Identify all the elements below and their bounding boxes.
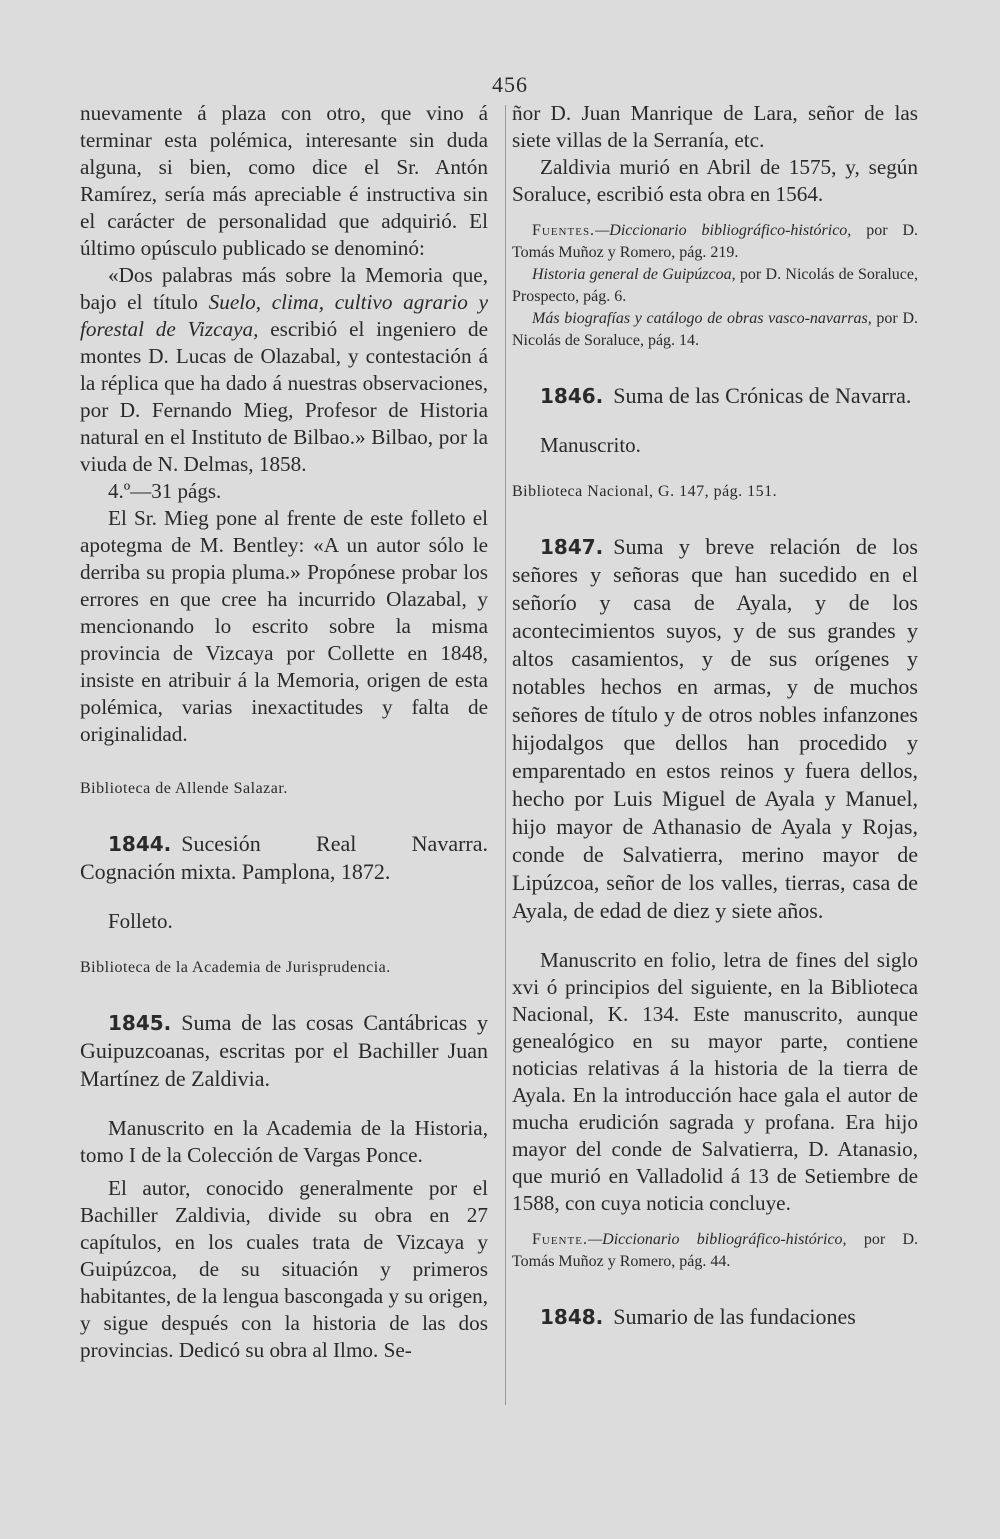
entry-1845-description: El autor, conocido generalmente por el Bachiller Zaldivia, divide su obra en 27 capítulos, en los cuales trata de Vizcaya y Guipúzcoa, de su situación y primeros habitantes, de la lengua bascongada y su origen, y sigue después con la historia de las dos provincias. Dedicó su obra al Ilmo. Se- [80, 1176, 488, 1362]
fuente-note [512, 1229, 918, 1273]
fuentes-2-title: Historia general de Guipúzcoa, [532, 266, 736, 283]
fuentes-1-title: —Diccionario bibliográfico-histórico, [595, 222, 852, 239]
entry-1848-heading [512, 1303, 918, 1331]
quoted-title-part-b: escribió el ingeniero de montes D. Lucas de Olazabal, y contestación á la réplica que ha dado á nuestras observaciones, por D. Fernando Mieg, Profesor de Historia natural en el Instituto de Bilbao.» Bilbao, por la viuda de N. Delmas, 1858. [80, 317, 488, 476]
entry-1844-source: Biblioteca de la Academia de Jurisprudencia. [80, 959, 391, 976]
fuentes-notes [512, 220, 918, 352]
entry-1846-form: Manuscrito. [540, 433, 641, 457]
zaldivia-paragraph: Zaldivia murió en Abril de 1575, y, según Soraluce, escribió esta obra en 1564. [512, 155, 918, 206]
entry-1846-source: Biblioteca Nacional, G. 147, pág. 151. [512, 483, 778, 500]
fuentes-3-title: Más biografías y catálogo de obras vasco-navarras, [532, 310, 872, 327]
fuente-line [512, 1229, 918, 1273]
fuente-title: —Diccionario bibliográfico-histórico, [587, 1231, 847, 1248]
entry-1847-description: Manuscrito en folio, letra de fines del siglo xvi ó principios del siguiente, en la Biblioteca Nacional, K. 134. Este manuscrito, aunque genealógico en su mayor parte, contiene noticias relativas á la historia de la tierra de Ayala. En la introducción hace gala el autor de mucha erudición sagrada y profana. Era hijo mayor del conde de Salvatierra, D. Atanasio, que murió en Valladolid á 13 de Setiembre de 1588, con cuya noticia concluye. [512, 948, 918, 1215]
entry-1845-number: 1845. [108, 1011, 172, 1035]
column-divider [505, 105, 506, 1405]
intro-paragraph: nuevamente á plaza con otro, que vino á terminar esta polémica, interesante sin duda alguna, si bien, como dice el Sr. Antón Ramírez, sería más apreciable é instructiva sin el carácter de personalidad que adquirió. El último opúsculo publicado se denominó: [80, 101, 488, 260]
fuentes-line-1 [512, 220, 918, 264]
left-column [80, 100, 488, 1364]
entry-1845-title: Suma de las cosas Cantábricas y Guipuzcoanas, escritas por el Bachiller Juan Martínez de Zaldivia. [80, 1010, 488, 1091]
fuentes-label: Fuentes. [532, 222, 596, 239]
entry-1846-number: 1846. [540, 384, 604, 408]
fuentes-1-rest: por D. Tomás Muñoz y Romero, pág. 219. [512, 222, 918, 261]
source-allende-salazar: Biblioteca de Allende Salazar. [80, 780, 288, 797]
entry-1846-title: Suma de las Crónicas de Navarra. [613, 383, 912, 408]
quoted-title-italic: Suelo, clima, cultivo agrario y forestal de Vizcaya, [80, 290, 488, 341]
entry-1847-number: 1847. [540, 535, 604, 559]
entry-1847-heading [512, 533, 918, 925]
fuentes-line-3 [512, 308, 918, 352]
entry-1848-title: Sumario de las fundaciones [613, 1304, 856, 1329]
entry-1844-number: 1844. [108, 832, 172, 856]
page-number: 456 [492, 72, 528, 97]
entry-1844-form: Folleto. [108, 909, 173, 933]
quoted-title-part-a: «Dos palabras más sobre la Memoria que, bajo el título [80, 263, 488, 314]
fuente-label: Fuente. [532, 1231, 588, 1248]
right-column [512, 100, 918, 1331]
fuente-rest: por D. Tomás Muñoz y Romero, pág. 44. [512, 1231, 918, 1270]
entry-1847-title: Suma y breve relación de los señores y señoras que han sucedido en el señorío y casa de Ayala, y de los acontecimientos suyos, y de sus grandes y altos casamientos, y de sus orígenes y notables hechos en armas, y de muchos señores de título y de otros nobles infanzones hijodalgos que dellos han procedido y emparentado en estos reinos y fuera dellos, hecho por Luis Miguel de Ayala y Manuel, hijo mayor de Athanasio de Ayala y Rojas, conde de Salvatierra, merino mayor de Lipúzcoa, señor de los valles, tierras, casa de Ayala, de edad de diez y siete años. [512, 534, 918, 923]
entry-1846-heading [512, 382, 918, 410]
entry-1848-number: 1848. [540, 1305, 604, 1329]
entry-1844-heading [80, 830, 488, 886]
quoted-title-paragraph [80, 262, 488, 478]
format-line: 4.º—31 págs. [108, 479, 222, 503]
fuentes-line-2 [512, 264, 918, 308]
entry-1845-heading [80, 1009, 488, 1093]
continuation-paragraph: ñor D. Juan Manrique de Lara, señor de las siete villas de la Serranía, etc. [512, 101, 918, 152]
fuentes-2-rest: por D. Nicolás de Soraluce, Prospecto, pág. 6. [512, 266, 918, 305]
entry-1845-manuscript: Manuscrito en la Academia de la Historia, tomo I de la Colección de Vargas Ponce. [80, 1116, 488, 1167]
mieg-paragraph: El Sr. Mieg pone al frente de este folleto el apotegma de M. Bentley: «A un autor sólo le derriba su propia pluma.» Propónese probar los errores en que cree ha incurrido Olazabal, y mencionando lo escrito sobre la misma provincia de Vizcaya por Collette en 1848, insiste en atribuir á la Memoria, origen de esta polémica, varias inexactitudes y falta de originalidad. [80, 506, 488, 746]
entry-1844-title: Sucesión Real Navarra. Cognación mixta. Pamplona, 1872. [80, 831, 488, 884]
fuentes-3-rest: por D. Nicolás de Soraluce, pág. 14. [512, 310, 918, 349]
